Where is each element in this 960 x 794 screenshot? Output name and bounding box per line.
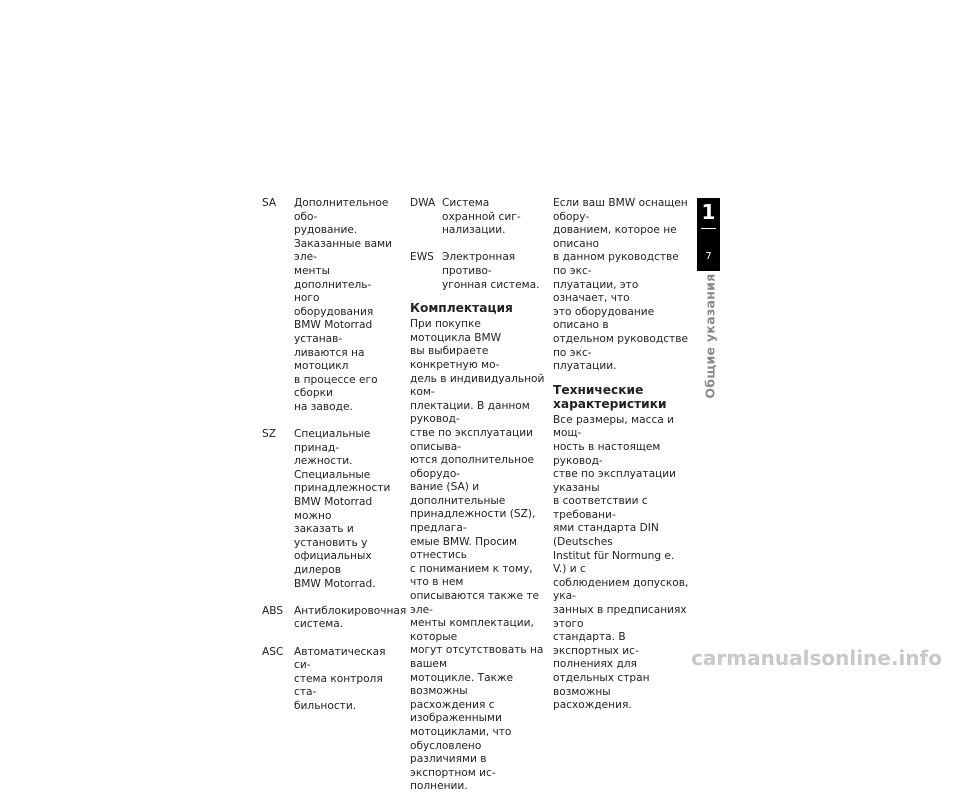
text-column-2: [410, 197, 545, 794]
abbreviation-definition: Дополнительное обо- рудование. Заказанные вами эле- менты дополнитель- ного оборудования BMW Motorrad устанав- ливаются на мотоцикл в процессе его сборки на заводе.: [294, 197, 393, 413]
chapter-number: 1: [701, 200, 716, 224]
chapter-side-title: Общие указания: [702, 273, 718, 399]
abbreviation: SA: [262, 197, 277, 209]
abbreviation: EWS: [410, 251, 434, 264]
page-number: 7: [705, 251, 712, 262]
specifications-paragraph: Все размеры, масса и мощ- ность в настоящем руковод- стве по эксплуатации указаны в соответствии с требовани- ями стандарта DIN (Deutsches Institut für Normung e. V.) и с соблюдением допусков, ука- занных в предписаниях этого стандарта. В экспортных ис- полнениях для отдельных стран возможны расхождения.: [553, 413, 689, 712]
section-heading-equipment: Комплектация: [410, 301, 513, 316]
chapter-divider: [701, 228, 716, 229]
chapter-tab: [697, 198, 720, 271]
abbreviation: ASC: [262, 645, 284, 658]
watermark: carmanualsonline.info: [691, 646, 942, 670]
abbreviation: SZ: [262, 428, 276, 441]
text-column-3: [553, 197, 689, 713]
abbreviation-definition: Автоматическая си- стема контроля ста- бильности.: [294, 645, 386, 712]
abbreviation: DWA: [410, 197, 436, 209]
abbreviation-definition: Электронная противо- угонная система.: [442, 251, 540, 291]
abbreviation-entry-dwa: [410, 197, 545, 238]
abbreviations-column-1: [262, 197, 407, 727]
abbreviation-definition: Антиблокировочная система.: [294, 604, 407, 631]
equipment-note-paragraph: Если ваш BMW оснащен обору- дованием, которое не описано в данном руководстве по экс- плуатации, это означает, что это оборудование описано в отдельном руководстве по экс- плуатации.: [553, 197, 688, 373]
abbreviation-entry-ews: [410, 251, 545, 292]
equipment-paragraph: При покупке мотоцикла BMW вы выбираете конкретную мо- дель в индивидуальной ком- плектации. В данном руковод- стве по эксплуатации описыва- ются дополнительное оборудо- вание (SA) и дополнительные принадлежности (SZ), предлага- емые BMW. Просим отнестись с пониманием к тому, что в нем описываются также те эле- менты комплектации, которые могут отсутствовать на вашем мотоцикле. Также возможны расхождения с изображенными мотоциклами, что обусловлено различиями в экспортном ис- полнении.: [410, 318, 545, 793]
abbreviation-definition: Специальные принад- лежности. Специальные принадлежности BMW Motorrad можно заказать и установить у официальных дилеров BMW Motorrad.: [294, 428, 391, 590]
section-heading-specifications: Технические характеристики: [553, 382, 667, 411]
abbreviation: ABS: [262, 604, 284, 617]
abbreviation-entry-abs: [262, 604, 407, 632]
abbreviation-definition: Система охранной сиг- нализации.: [442, 197, 521, 237]
abbreviation-entry-sa: [262, 197, 400, 415]
abbreviation-entry-sz: [262, 428, 400, 591]
abbreviation-entry-asc: [262, 646, 400, 714]
